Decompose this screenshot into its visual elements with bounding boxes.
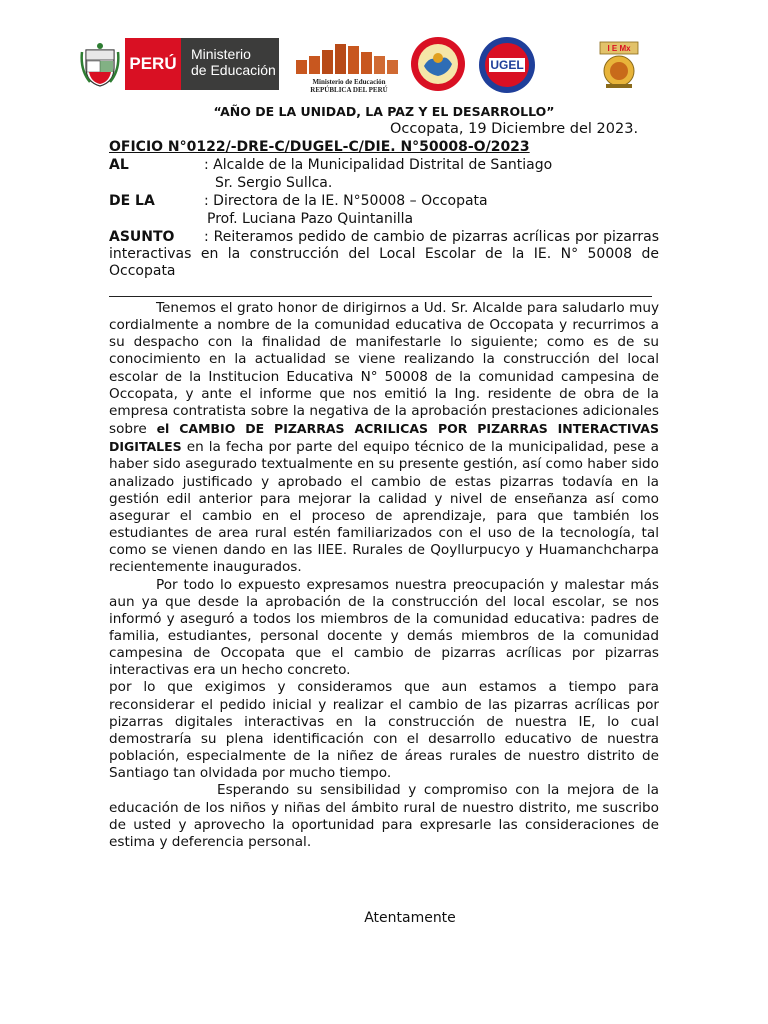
paragraph-1 <box>109 300 659 577</box>
bar-emblem-icon <box>290 38 408 78</box>
minedu2-label-2: REPÚBLICA DEL PERÚ <box>310 86 388 94</box>
al-label: AL <box>109 157 129 173</box>
dre-cusco-seal-icon <box>410 36 466 92</box>
minedu-label-1: Ministerio <box>191 46 251 62</box>
paragraph-1-text-b: en la fecha por parte del equipo técnico de la municipalidad, pese a haber sido asegurado textualmente en su presente gestión, así como haber sido analizado justificado y aprobado el cambio de estas pizarras todavía en la gestión edil anterior para mejorar la calidad y nivel de enseñanza así como asegurar el cambio en el proceso de aprendizaje, para que también los estudiantes de area rural estén familiarizados con el uso de la tecnología, tal como se vienen dando en las IIEE. Rurales de Qoyllurpucyo y Huamanchcharpa recientemente inaugurados. <box>109 439 659 576</box>
asunto-text: : Reiteramos pedido de cambio de pizarras acrílicas por pizarras interactivas en la construcción del Local Escolar de la IE. N° 50008 de Occopata <box>109 229 659 279</box>
al-line-2: Sr. Sergio Sullca. <box>215 175 333 191</box>
oficio-number: OFICIO N°0122/-DRE-C/DUGEL-C/DIE. N°50008-O/2023 <box>109 139 530 155</box>
de-la-line-2: Prof. Luciana Pazo Quintanilla <box>207 211 414 227</box>
paragraph-3: por lo que exigimos y consideramos que aun estamos a tiempo para reconsiderar el pedido inicial y realizar el cambio de las pizarras acrílicas por pizarras digitales interactivas en la construcción de nuestra IE, lo cual demostraría su plena identificación con el desarrollo educativo de nuestra población, especialmente de la niñez de áreas rurales de nuestro distrito de Santiago tan olvidada por mucho tiempo. <box>109 679 659 782</box>
ugel-logo-text: UGEL <box>490 58 524 72</box>
de-la-label: DE LA <box>109 193 155 209</box>
paragraph-2: Por todo lo expuesto expresamos nuestra preocupación y malestar más aun ya que desde la aprobación de la construcción del local escolar, se nos informó y aseguró a todos los miembros de la comunidad educativa: padres de familia, estudiantes, personal docente y demás miembros de la comunidad campesina de Occopata que el cambio de pizarras acrílicas por pizarras interactivas era un hecho concreto. <box>109 576 659 679</box>
de-la-line-1: : Directora de la IE. N°50008 – Occopata <box>204 193 488 209</box>
school-emblem-icon <box>598 40 640 90</box>
year-title: “AÑO DE LA UNIDAD, LA PAZ Y EL DESARROLLO” <box>213 104 555 119</box>
al-line-1: : Alcalde de la Municipalidad Distrital de Santiago <box>204 157 553 173</box>
place-date: Occopata, 19 Diciembre del 2023. <box>390 121 639 137</box>
minedu2-label-1: Ministerio de Educación <box>312 78 386 86</box>
paragraph-1-bold: el CAMBIO DE PIZARRAS ACRILICAS POR PIZARRAS INTERACTIVAS DIGITALES <box>109 421 659 455</box>
asunto-label: ASUNTO <box>109 229 175 245</box>
letter-body <box>109 300 659 851</box>
minedu-label-2: de Educación <box>191 62 276 78</box>
header-logos <box>0 34 768 100</box>
paragraph-1-text-a: Tenemos el grato honor de dirigirnos a Ud. Sr. Alcalde para saludarlo muy cordialmente a nombre de la comunidad educativa de Occopata y recurrimos a su despacho con la finalidad de manifestarle lo siguiente; como es de su conocimiento en la actualidad se viene realizando la construcción del local escolar de la Institucion Educativa N° 50008 de la comunidad campesina de Occopata, y ante el informe que nos emitió la Ing. residente de obra de la empresa contratista sobre la negativa de la aprobación prestaciones adicionales sobre <box>109 300 659 438</box>
de-la-row <box>109 193 488 209</box>
al-row <box>109 157 552 173</box>
peru-logo: PERÚ <box>125 38 181 90</box>
divider-line <box>109 296 652 297</box>
closing-text: Atentamente <box>364 910 456 926</box>
ugel-cusco-seal-icon <box>468 36 546 94</box>
asunto-block <box>109 229 659 280</box>
paragraph-4: Esperando su sensibilidad y compromiso con la mejora de la educación de los niños y niñas del ámbito rural de nuestro distrito, me suscribo de usted y aprovecho la oportunidad para expresarle las consideraciones de estima y deferencia personal. <box>109 782 659 850</box>
school-logo-text: I E Mx <box>607 44 631 53</box>
ministerio-educacion-logo <box>181 38 279 90</box>
minedu-bars-logo <box>290 38 408 94</box>
peru-coat-of-arms-icon <box>80 42 120 88</box>
